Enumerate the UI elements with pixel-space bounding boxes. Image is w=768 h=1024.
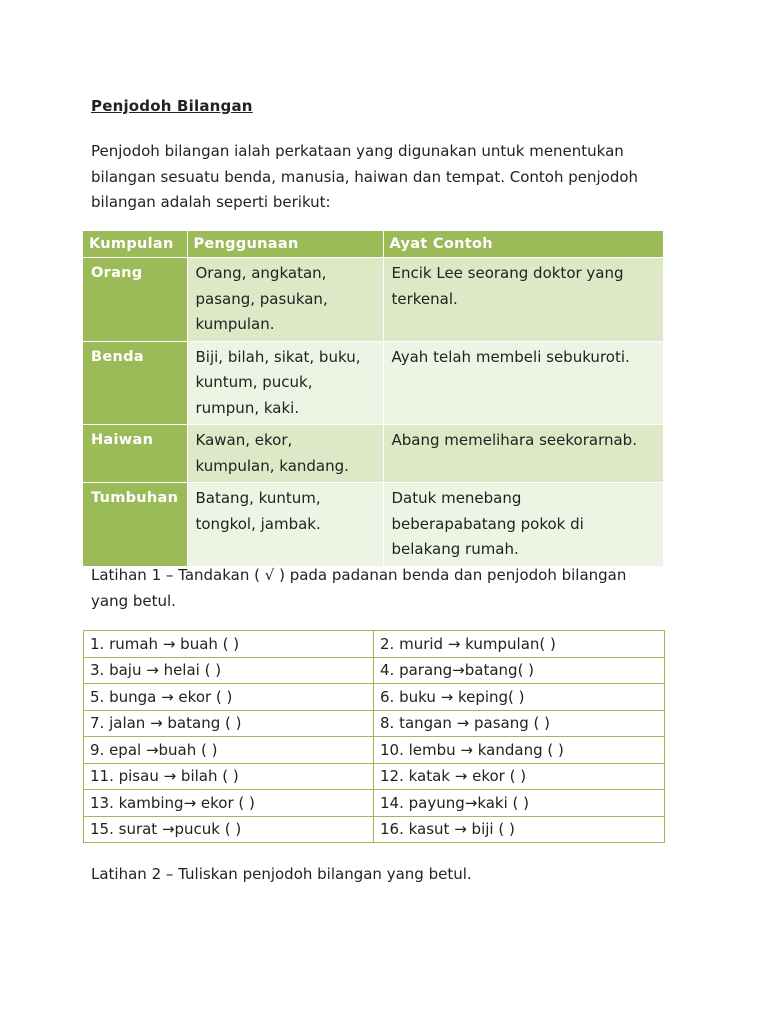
table-row — [84, 816, 665, 843]
instruction-line: yang betul. — [91, 591, 176, 610]
table-row — [83, 341, 663, 425]
usage-line: Orang, angkatan, — [195, 264, 327, 282]
table-row — [84, 790, 665, 817]
usage-line: kuntum, pucuk, — [195, 373, 313, 391]
penjodoh-table — [83, 231, 664, 566]
header-ayat-contoh: Ayat Contoh — [383, 231, 663, 258]
table-row — [84, 631, 665, 658]
example-cell — [383, 483, 663, 566]
table-header-row — [83, 231, 663, 258]
exercise-item[interactable]: 3. baju → helai ( ) — [84, 657, 374, 684]
exercise-item[interactable]: 11. pisau → bilah ( ) — [84, 763, 374, 790]
example-line: beberapabatang pokok di — [391, 514, 584, 533]
usage-line: Biji, bilah, sikat, buku, — [195, 347, 361, 366]
example-cell — [383, 341, 663, 425]
category-cell: Benda — [83, 341, 187, 425]
category-cell: Tumbuhan — [83, 483, 187, 566]
intro-line: Penjodoh bilangan ialah perkataan yang digunakan untuk menentukan — [91, 142, 624, 160]
usage-line: Batang, kuntum, — [195, 489, 321, 507]
exercise-item[interactable]: 8. tangan → pasang ( ) — [374, 710, 665, 737]
usage-cell — [187, 425, 383, 483]
exercise-item[interactable]: 6. buku → keping( ) — [374, 684, 665, 711]
usage-line: kumpulan, kandang. — [195, 456, 349, 475]
table-row — [83, 483, 663, 566]
table-row — [83, 425, 663, 483]
exercise-item[interactable]: 5. bunga → ekor ( ) — [84, 684, 374, 711]
usage-cell — [187, 258, 383, 342]
table-row — [84, 657, 665, 684]
example-line: terkenal. — [391, 289, 458, 308]
category-cell: Orang — [83, 258, 187, 342]
exercise-item[interactable]: 16. kasut → biji ( ) — [374, 816, 665, 843]
intro-line: bilangan sesuatu benda, manusia, haiwan dan tempat. Contoh penjodoh — [91, 167, 639, 186]
header-penggunaan: Penggunaan — [187, 231, 383, 258]
latihan-2-instruction: Latihan 2 – Tuliskan penjodoh bilangan yang betul. — [91, 865, 472, 883]
usage-line: tongkol, jambak. — [195, 514, 321, 533]
example-line: Abang memelihara seekorarnab. — [391, 431, 637, 449]
usage-cell — [187, 341, 383, 425]
page-title: Penjodoh Bilangan — [91, 97, 253, 115]
exercise-item[interactable]: 12. katak → ekor ( ) — [374, 763, 665, 790]
example-line: Encik Lee seorang doktor yang — [391, 264, 624, 282]
table-row — [84, 684, 665, 711]
example-cell — [383, 258, 663, 342]
exercise-item[interactable]: 10. lembu → kandang ( ) — [374, 737, 665, 764]
exercise-item[interactable]: 7. jalan → batang ( ) — [84, 710, 374, 737]
usage-line: rumpun, kaki. — [195, 398, 300, 417]
latihan-1-instruction — [91, 563, 626, 614]
example-cell — [383, 425, 663, 483]
usage-line: pasang, pasukan, — [195, 289, 328, 308]
latihan-1-table — [83, 630, 665, 843]
example-line: belakang rumah. — [391, 540, 519, 558]
table-row — [84, 710, 665, 737]
exercise-item[interactable]: 9. epal →buah ( ) — [84, 737, 374, 764]
exercise-item[interactable]: 1. rumah → buah ( ) — [84, 631, 374, 658]
example-line: Ayah telah membeli sebukuroti. — [391, 347, 630, 366]
usage-cell — [187, 483, 383, 566]
instruction-line: Latihan 1 – Tandakan ( √ ) pada padanan benda dan penjodoh bilangan — [91, 566, 627, 584]
usage-line: Kawan, ekor, — [195, 431, 293, 449]
category-cell: Haiwan — [83, 425, 187, 483]
example-line: Datuk menebang — [391, 489, 522, 507]
table-row — [84, 763, 665, 790]
usage-line: kumpulan. — [195, 315, 275, 333]
exercise-item[interactable]: 14. payung→kaki ( ) — [374, 790, 665, 817]
exercise-item[interactable]: 13. kambing→ ekor ( ) — [84, 790, 374, 817]
table-row — [83, 258, 663, 342]
header-kumpulan: Kumpulan — [83, 231, 187, 258]
exercise-item[interactable]: 4. parang→batang( ) — [374, 657, 665, 684]
intro-paragraph — [91, 139, 691, 216]
exercise-item[interactable]: 15. surat →pucuk ( ) — [84, 816, 374, 843]
intro-line: bilangan adalah seperti berikut: — [91, 193, 331, 211]
table-row — [84, 737, 665, 764]
exercise-item[interactable]: 2. murid → kumpulan( ) — [374, 631, 665, 658]
